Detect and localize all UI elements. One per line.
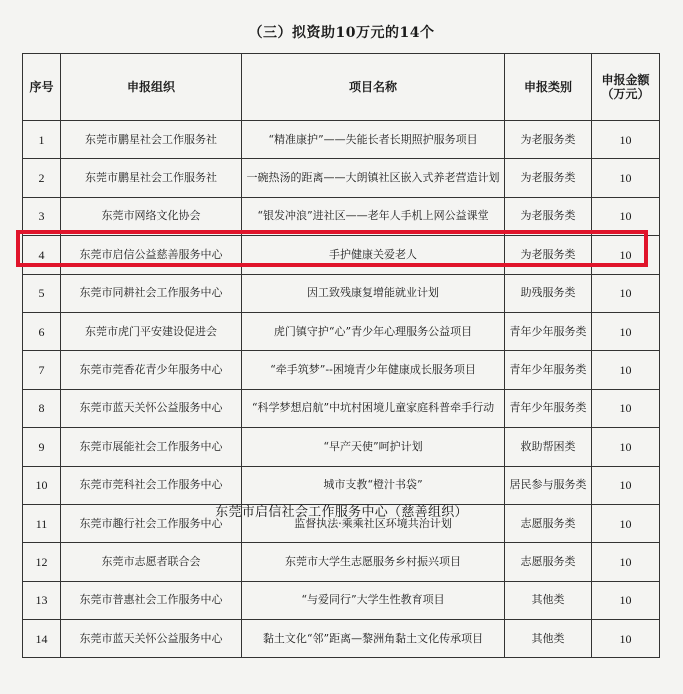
row-project: “精准康护”——失能长者长期照护服务项目 [242, 121, 505, 159]
row-category: 为老服务类 [505, 159, 592, 197]
header-project: 项目名称 [242, 54, 505, 121]
table-row [23, 620, 660, 658]
header-amount: 申报金额（万元） [592, 54, 660, 121]
page-title: （三）拟资助10万元的14个 [248, 25, 435, 41]
row-category: 为老服务类 [505, 121, 592, 159]
row-index: 6 [23, 312, 61, 350]
row-amount: 10 [592, 428, 660, 466]
header-org: 申报组织 [61, 54, 242, 121]
row-project: 黏土文化“邻”距离—黎洲角黏土文化传承项目 [242, 620, 505, 658]
row-index: 1 [23, 121, 61, 159]
row-index: 3 [23, 197, 61, 235]
table-row [23, 466, 660, 504]
row-amount: 10 [592, 504, 660, 542]
row-index: 12 [23, 543, 61, 581]
header-category: 申报类别 [505, 54, 592, 121]
row-amount: 10 [592, 389, 660, 427]
row-project: 虎门镇守护“心”青少年心理服务公益项目 [242, 312, 505, 350]
row-index: 8 [23, 389, 61, 427]
row-project: 监督执法·乘乘社区环境共治计划 [242, 504, 505, 542]
row-amount: 10 [592, 581, 660, 619]
row-amount: 10 [592, 121, 660, 159]
row-amount: 10 [592, 466, 660, 504]
row-amount: 10 [592, 351, 660, 389]
row-project: “早产天使”呵护计划 [242, 428, 505, 466]
row-index: 11 [23, 504, 61, 542]
row-category: 救助帮困类 [505, 428, 592, 466]
row-category: 志愿服务类 [505, 543, 592, 581]
row-category: 志愿服务类 [505, 504, 592, 542]
row-category: 助残服务类 [505, 274, 592, 312]
row-index: 2 [23, 159, 61, 197]
row-category: 青年少年服务类 [505, 389, 592, 427]
row-category: 为老服务类 [505, 236, 592, 274]
row-project: “牵手筑梦”--困境青少年健康成长服务项目 [242, 351, 505, 389]
row-org: 东莞市启信公益慈善服务中心 [61, 236, 242, 274]
table-header-row [23, 54, 660, 121]
row-amount: 10 [592, 620, 660, 658]
table-row [23, 121, 660, 159]
row-project: 因工致残康复增能就业计划 [242, 274, 505, 312]
row-org: 东莞市展能社会工作服务中心 [61, 428, 242, 466]
table-row [23, 312, 660, 350]
table-row [23, 543, 660, 581]
row-org: 东莞市志愿者联合会 [61, 543, 242, 581]
header-index: 序号 [23, 54, 61, 121]
table-row [23, 274, 660, 312]
row-project: “与爱同行”大学生性教育项目 [242, 581, 505, 619]
table-row [23, 236, 660, 274]
overlay-caption: 东莞市启信社会工作服务中心（慈善组织） [215, 505, 468, 520]
row-category: 居民参与服务类 [505, 466, 592, 504]
row-index: 14 [23, 620, 61, 658]
table-row [23, 428, 660, 466]
row-amount: 10 [592, 236, 660, 274]
grant-table [22, 53, 660, 658]
row-org: 东莞市蓝天关怀公益服务中心 [61, 620, 242, 658]
row-index: 13 [23, 581, 61, 619]
table-row [23, 389, 660, 427]
row-index: 5 [23, 274, 61, 312]
row-org: 东莞市蓝天关怀公益服务中心 [61, 389, 242, 427]
row-category: 青年少年服务类 [505, 351, 592, 389]
row-amount: 10 [592, 159, 660, 197]
row-project: 手护健康关爱老人 [242, 236, 505, 274]
row-org: 东莞市鹏星社会工作服务社 [61, 159, 242, 197]
table-row [23, 197, 660, 235]
row-amount: 10 [592, 312, 660, 350]
row-category: 为老服务类 [505, 197, 592, 235]
row-category: 青年少年服务类 [505, 312, 592, 350]
row-index: 4 [23, 236, 61, 274]
row-project: “科学梦想启航”中坑村困境儿童家庭科普牵手行动 [242, 389, 505, 427]
row-amount: 10 [592, 543, 660, 581]
row-org: 东莞市鹏星社会工作服务社 [61, 121, 242, 159]
row-amount: 10 [592, 197, 660, 235]
row-org: 东莞市网络文化协会 [61, 197, 242, 235]
row-org: 东莞市虎门平安建设促进会 [61, 312, 242, 350]
row-project: 城市支教“橙汁书袋” [242, 466, 505, 504]
row-category: 其他类 [505, 620, 592, 658]
row-org: 东莞市同耕社会工作服务中心 [61, 274, 242, 312]
row-index: 9 [23, 428, 61, 466]
row-amount: 10 [592, 274, 660, 312]
table-row [23, 159, 660, 197]
row-project: 一碗热汤的距离——大朗镇社区嵌入式养老营造计划 [242, 159, 505, 197]
table-row [23, 351, 660, 389]
row-index: 10 [23, 466, 61, 504]
row-project: 东莞市大学生志愿服务乡村振兴项目 [242, 543, 505, 581]
row-org: 东莞市莞科社会工作服务中心 [61, 466, 242, 504]
row-category: 其他类 [505, 581, 592, 619]
row-index: 7 [23, 351, 61, 389]
row-org: 东莞市趣行社会工作服务中心 [61, 504, 242, 542]
table-row [23, 581, 660, 619]
row-org: 东莞市普惠社会工作服务中心 [61, 581, 242, 619]
row-org: 东莞市莞香花青少年服务中心 [61, 351, 242, 389]
row-project: “银发冲浪”进社区——老年人手机上网公益课堂 [242, 197, 505, 235]
